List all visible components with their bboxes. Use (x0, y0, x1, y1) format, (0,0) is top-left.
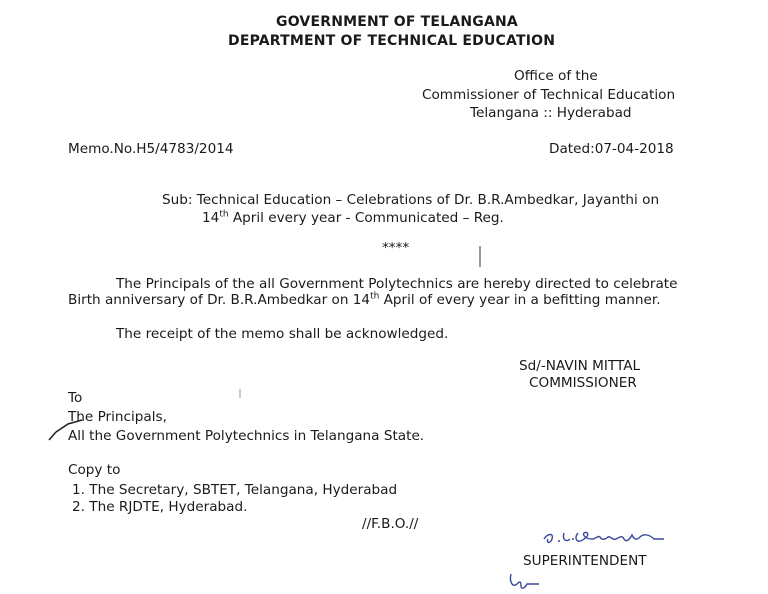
signatory-name: Sd/-NAVIN MITTAL (519, 358, 641, 374)
body-paragraph-2: The receipt of the memo shall be acknowledged. (116, 326, 449, 342)
separator-stars: **** (382, 240, 410, 256)
body-paragraph-1-line-2: Birth anniversary of Dr. B.R.Ambedkar on 14th April of every year in a befitting manner. (68, 291, 661, 308)
copy-item-2: 2. The RJDTE, Hyderabad. (72, 499, 248, 515)
signatory-title: COMMISSIONER (529, 375, 637, 391)
office-line-2: Commissioner of Technical Education (422, 87, 676, 103)
body-paragraph-1-line-1: The Principals of the all Government Polytechnics are hereby directed to celebrate (116, 276, 678, 292)
copy-item-1: 1. The Secretary, SBTET, Telangana, Hyderabad (72, 482, 398, 498)
memo-number: Memo.No.H5/4783/2014 (68, 141, 234, 157)
department-heading: DEPARTMENT OF TECHNICAL EDUCATION (228, 33, 556, 49)
office-line-1: Office of the (514, 68, 598, 84)
copy-to-label: Copy to (68, 462, 121, 478)
government-heading: GOVERNMENT OF TELANGANA (276, 14, 518, 30)
subject-line-1: Sub: Technical Education – Celebrations of Dr. B.R.Ambedkar, Jayanthi on (162, 192, 660, 208)
recipient-to: To (68, 390, 83, 406)
memo-date: Dated:07-04-2018 (549, 141, 674, 157)
superintendent-title: SUPERINTENDENT (523, 553, 647, 569)
subject-line-2: 14th April every year - Communicated – Reg. (202, 209, 504, 226)
recipient-line-2: All the Government Polytechnics in Telangana State. (68, 428, 425, 444)
handwritten-signature (540, 525, 670, 549)
scan-mark-vertical-line (478, 245, 482, 269)
fbo-mark: //F.B.O.// (362, 516, 419, 532)
scan-mark-dot (238, 388, 242, 400)
handwritten-initial (507, 570, 547, 594)
tick-mark-icon (46, 414, 86, 444)
office-line-3: Telangana :: Hyderabad (470, 105, 632, 121)
recipient-line-1: The Principals, (68, 409, 167, 425)
